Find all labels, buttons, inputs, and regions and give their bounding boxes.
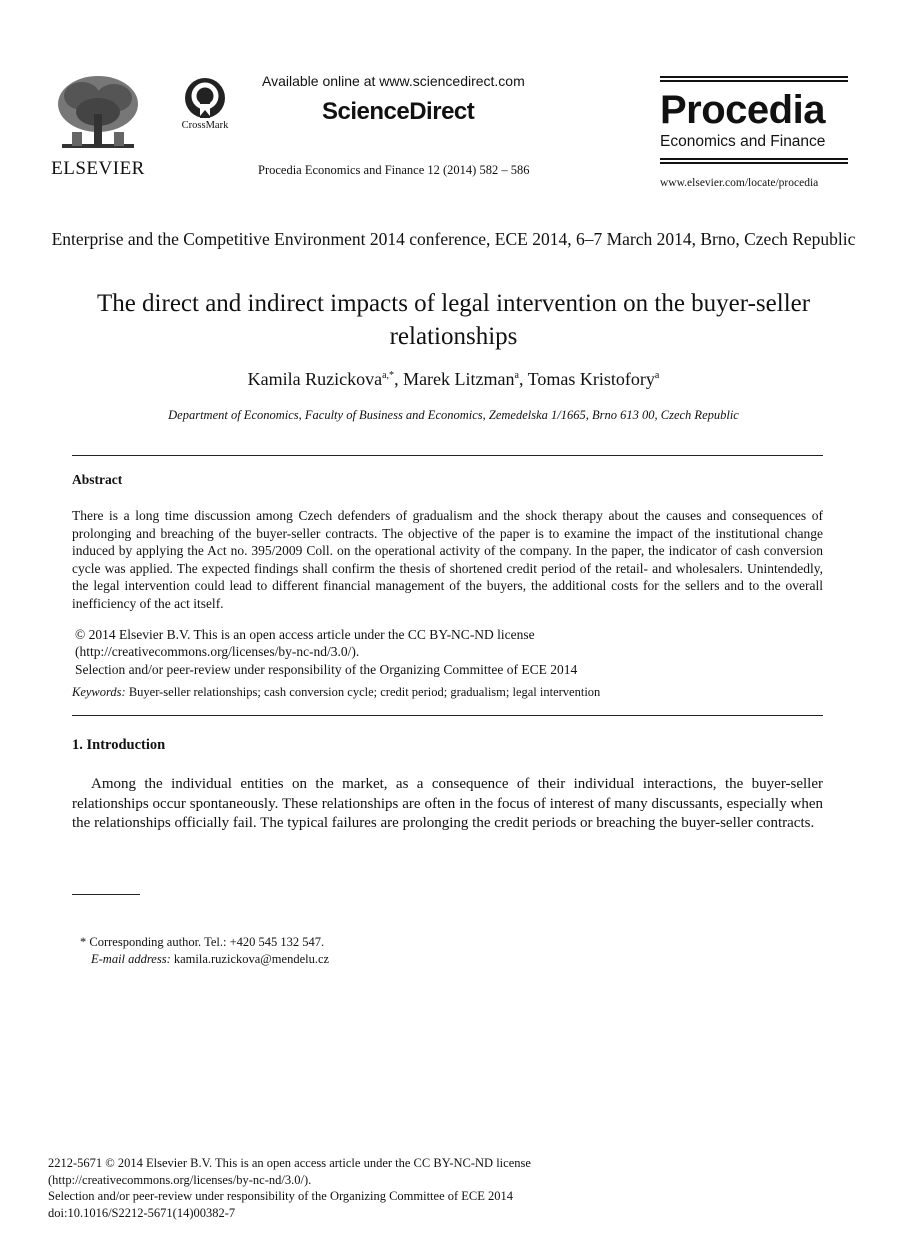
journal-citation: Procedia Economics and Finance 12 (2014) 582 – 586	[258, 163, 530, 177]
divider	[72, 715, 823, 716]
doi-line[interactable]: doi:10.1016/S2212-5671(14)00382-7	[48, 1205, 236, 1220]
procedia-subtitle: Economics and Finance	[660, 133, 826, 150]
introduction-text: Among the individual entities on the market, as a consequence of their individual interactions, the buyer-seller relationships occur spontaneously. These relationships are often in the focus of interest of many discussants, especially when the relationships officially fail. The typical failures are prolonging the credit periods or breaching the buyer-seller contracts.	[72, 776, 823, 831]
procedia-logo	[660, 76, 848, 166]
crossmark-badge[interactable]	[176, 76, 234, 132]
procedia-rule-top-2	[660, 80, 848, 82]
procedia-url[interactable]: www.elsevier.com/locate/procedia	[660, 177, 819, 189]
bottom-review-line: Selection and/or peer-review under responsibility of the Organizing Committee of ECE 2014	[48, 1189, 514, 1203]
crossmark-icon	[183, 76, 227, 120]
keywords-label: Keywords:	[72, 685, 126, 699]
abstract-heading: Abstract	[72, 472, 123, 487]
sciencedirect-logo: ScienceDirect	[322, 98, 475, 125]
email-line	[91, 952, 329, 967]
keywords	[72, 685, 832, 700]
author-affil-mark: a	[654, 370, 660, 381]
procedia-rule-bottom-2	[660, 162, 848, 164]
section-heading: 1. Introduction	[72, 737, 166, 753]
email-label: E-mail address:	[91, 952, 171, 966]
crossmark-label: CrossMark	[181, 120, 229, 131]
footnote-rule	[72, 894, 140, 895]
bottom-license-block	[48, 1155, 648, 1221]
keywords-text: Buyer-seller relationships; cash conversion cycle; credit period; gradualism; legal intervention	[128, 685, 601, 699]
conference-line: Enterprise and the Competitive Environment 2014 conference, ECE 2014, 6–7 March 2014, Brno, Czech Republic	[51, 229, 856, 249]
corresponding-author: * Corresponding author. Tel.: +420 545 132 547.	[80, 935, 325, 949]
author-name: Tomas Kristofory	[527, 369, 655, 389]
author-affil-mark: a,*	[382, 370, 395, 381]
issn-license-line: 2212-5671 © 2014 Elsevier B.V. This is an open access article under the CC BY-NC-ND license	[48, 1156, 531, 1170]
divider	[72, 455, 823, 456]
author-list: Kamila Ruzickova$^{a,*}$, Marek Litzman$^a$, Tomas Kristofory$^a$	[247, 369, 660, 389]
procedia-rule-top	[660, 76, 848, 78]
procedia-rule-bottom	[660, 158, 848, 160]
available-online-text: Available online at www.sciencedirect.com	[262, 73, 525, 89]
license-line: © 2014 Elsevier B.V. This is an open access article under the CC BY-NC-ND license	[75, 627, 535, 642]
bottom-license-link[interactable]: (http://creativecommons.org/licenses/by-nc-nd/3.0/).	[48, 1172, 312, 1187]
license-block	[75, 626, 815, 678]
affiliation: Department of Economics, Faculty of Business and Economics, Zemedelska 1/1665, Brno 613 00, Czech Republic	[168, 408, 739, 422]
author-affil-mark: a	[514, 370, 519, 381]
review-line: Selection and/or peer-review under responsibility of the Organizing Committee of ECE 2014	[75, 661, 578, 677]
license-link[interactable]: (http://creativecommons.org/licenses/by-nc-nd/3.0/).	[75, 644, 360, 660]
abstract-text: There is a long time discussion among Czech defenders of gradualism and the shock therapy about the causes and consequences of prolonging and breaching of the buyer-seller contracts. The objective of the paper is to examine the impact of the institutional change induced by applying the Act no. 395/2009 Coll. on the operational activity of the company. In the paper, the indicator of cash conversion cycle was applied. The expected findings shall confirm the thesis of shortened credit period of the retail- and wholesalers. Unintendedly, the legal intervention could lead to different financial management of the buyers, the additional costs for the sellers and to the overall inefficiency of the act itself.	[72, 508, 823, 611]
elsevier-logo	[50, 74, 146, 178]
paper-title: The direct and indirect impacts of legal intervention on the buyer-seller relationships	[96, 290, 811, 350]
author-name: Kamila Ruzickova	[247, 369, 383, 389]
elsevier-tree-icon	[52, 74, 144, 156]
elsevier-wordmark: ELSEVIER	[51, 158, 145, 179]
author-name: Marek Litzman	[403, 369, 515, 389]
procedia-title: Procedia	[660, 88, 825, 132]
email-address[interactable]: kamila.ruzickova@mendelu.cz	[173, 952, 330, 966]
